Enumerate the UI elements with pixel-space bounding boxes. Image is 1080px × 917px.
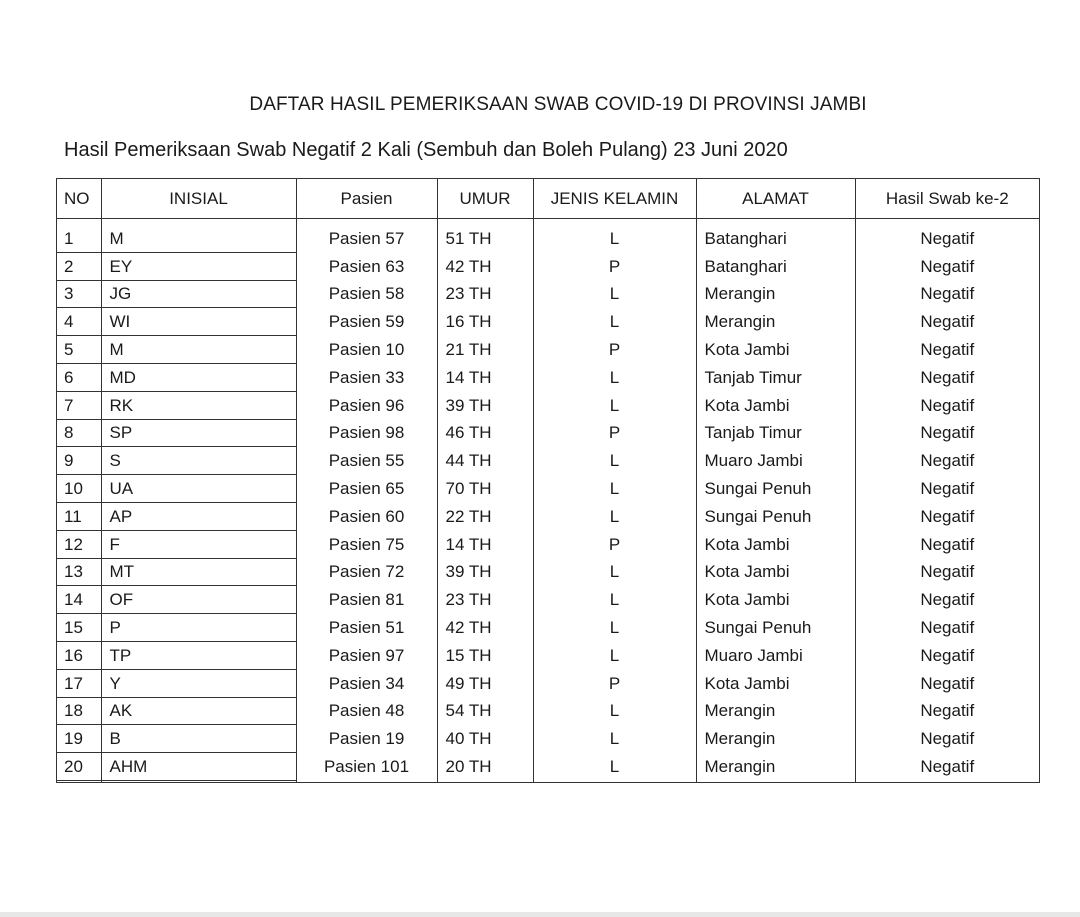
- cell-alamat: Kota Jambi: [696, 558, 855, 586]
- cell-jenis-kelamin: P: [533, 252, 696, 280]
- cell-alamat: Sungai Penuh: [696, 614, 855, 642]
- table-row: [57, 669, 1039, 697]
- cell-jenis-kelamin: L: [533, 697, 696, 725]
- cell-umur: 51 TH: [437, 225, 533, 252]
- cell-pasien: Pasien 19: [296, 725, 437, 753]
- cell-umur: 23 TH: [437, 586, 533, 614]
- cell-no: 4: [57, 308, 101, 336]
- cell-no: 1: [57, 225, 101, 252]
- cell-hasil-swab: Negatif: [855, 697, 1039, 725]
- cell-hasil-swab: Negatif: [855, 336, 1039, 364]
- cell-hasil-swab: Negatif: [855, 725, 1039, 753]
- cell-inisial: Y: [101, 669, 296, 697]
- cell-umur: 39 TH: [437, 558, 533, 586]
- cell-jenis-kelamin: L: [533, 641, 696, 669]
- table-row: [57, 530, 1039, 558]
- cell-pasien: Pasien 34: [296, 669, 437, 697]
- cell-jenis-kelamin: L: [533, 280, 696, 308]
- cell-inisial: AHM: [101, 753, 296, 781]
- cell-inisial: F: [101, 530, 296, 558]
- document-subtitle: Hasil Pemeriksaan Swab Negatif 2 Kali (Sembuh dan Boleh Pulang) 23 Juni 2020: [64, 139, 788, 161]
- cell-pasien: Pasien 63: [296, 252, 437, 280]
- cell-jenis-kelamin: L: [533, 558, 696, 586]
- cell-umur: 70 TH: [437, 475, 533, 503]
- cell-jenis-kelamin: L: [533, 475, 696, 503]
- cell-pasien: Pasien 33: [296, 363, 437, 391]
- cell-inisial: UA: [101, 475, 296, 503]
- cell-hasil-swab: Negatif: [855, 308, 1039, 336]
- cell-inisial: AP: [101, 502, 296, 530]
- cell-inisial: EY: [101, 252, 296, 280]
- cell-hasil-swab: Negatif: [855, 447, 1039, 475]
- cell-jenis-kelamin: P: [533, 419, 696, 447]
- table-row: [57, 725, 1039, 753]
- table-row: [57, 225, 1039, 252]
- cell-inisial: OF: [101, 586, 296, 614]
- results-table: [57, 179, 1039, 782]
- cell-jenis-kelamin: L: [533, 753, 696, 781]
- cell-no: 10: [57, 475, 101, 503]
- cell-alamat: Sungai Penuh: [696, 502, 855, 530]
- cell-alamat: Batanghari: [696, 225, 855, 252]
- cell-no: 8: [57, 419, 101, 447]
- table-row: [57, 308, 1039, 336]
- cell-pasien: Pasien 60: [296, 502, 437, 530]
- cell-alamat: Kota Jambi: [696, 586, 855, 614]
- cell-alamat: Merangin: [696, 697, 855, 725]
- cell-umur: 14 TH: [437, 530, 533, 558]
- cell-alamat: Merangin: [696, 725, 855, 753]
- cell-alamat: Tanjab Timur: [696, 363, 855, 391]
- cell-hasil-swab: Negatif: [855, 502, 1039, 530]
- document-title: DAFTAR HASIL PEMERIKSAAN SWAB COVID-19 DI PROVINSI JAMBI: [249, 94, 867, 115]
- table-row: [57, 252, 1039, 280]
- cell-no: 20: [57, 753, 101, 781]
- cell-umur: 14 TH: [437, 363, 533, 391]
- cell-umur: 23 TH: [437, 280, 533, 308]
- cell-umur: 44 TH: [437, 447, 533, 475]
- cell-umur: 21 TH: [437, 336, 533, 364]
- cell-pasien: Pasien 59: [296, 308, 437, 336]
- table-row: [57, 614, 1039, 642]
- cell-alamat: Muaro Jambi: [696, 641, 855, 669]
- table-row: [57, 641, 1039, 669]
- cell-jenis-kelamin: L: [533, 363, 696, 391]
- cell-hasil-swab: Negatif: [855, 614, 1039, 642]
- cell-no: 6: [57, 363, 101, 391]
- cell-no: 3: [57, 280, 101, 308]
- cell-inisial: WI: [101, 308, 296, 336]
- table-filler-row: [57, 780, 1039, 782]
- cell-hasil-swab: Negatif: [855, 641, 1039, 669]
- cell-hasil-swab: Negatif: [855, 225, 1039, 252]
- table-row: [57, 475, 1039, 503]
- cell-pasien: Pasien 55: [296, 447, 437, 475]
- cell-hasil-swab: Negatif: [855, 363, 1039, 391]
- header-inisial: INISIAL: [101, 179, 296, 219]
- cell-inisial: M: [101, 336, 296, 364]
- cell-hasil-swab: Negatif: [855, 753, 1039, 781]
- cell-alamat: Kota Jambi: [696, 391, 855, 419]
- cell-inisial: M: [101, 225, 296, 252]
- table-row: [57, 363, 1039, 391]
- header-umur: UMUR: [437, 179, 533, 219]
- cell-inisial: SP: [101, 419, 296, 447]
- cell-pasien: Pasien 101: [296, 753, 437, 781]
- cell-pasien: Pasien 65: [296, 475, 437, 503]
- cell-alamat: Kota Jambi: [696, 669, 855, 697]
- cell-inisial: AK: [101, 697, 296, 725]
- cell-jenis-kelamin: P: [533, 669, 696, 697]
- header-hasil-swab: Hasil Swab ke-2: [855, 179, 1039, 219]
- cell-inisial: MT: [101, 558, 296, 586]
- cell-hasil-swab: Negatif: [855, 391, 1039, 419]
- cell-umur: 40 TH: [437, 725, 533, 753]
- cell-inisial: P: [101, 614, 296, 642]
- cell-pasien: Pasien 97: [296, 641, 437, 669]
- cell-jenis-kelamin: L: [533, 586, 696, 614]
- cell-inisial: MD: [101, 363, 296, 391]
- cell-umur: 22 TH: [437, 502, 533, 530]
- cell-umur: 42 TH: [437, 252, 533, 280]
- cell-alamat: Merangin: [696, 280, 855, 308]
- table-row: [57, 280, 1039, 308]
- cell-jenis-kelamin: L: [533, 308, 696, 336]
- results-table-frame: [56, 178, 1040, 783]
- cell-alamat: Muaro Jambi: [696, 447, 855, 475]
- cell-inisial: B: [101, 725, 296, 753]
- cell-jenis-kelamin: P: [533, 336, 696, 364]
- cell-pasien: Pasien 51: [296, 614, 437, 642]
- cell-pasien: Pasien 48: [296, 697, 437, 725]
- cell-no: 15: [57, 614, 101, 642]
- cell-pasien: Pasien 58: [296, 280, 437, 308]
- table-row: [57, 753, 1039, 781]
- cell-pasien: Pasien 57: [296, 225, 437, 252]
- cell-inisial: JG: [101, 280, 296, 308]
- cell-no: 19: [57, 725, 101, 753]
- header-alamat: ALAMAT: [696, 179, 855, 219]
- cell-no: 13: [57, 558, 101, 586]
- table-row: [57, 391, 1039, 419]
- cell-alamat: Merangin: [696, 308, 855, 336]
- cell-pasien: Pasien 75: [296, 530, 437, 558]
- table-row: [57, 502, 1039, 530]
- cell-pasien: Pasien 96: [296, 391, 437, 419]
- header-pasien: Pasien: [296, 179, 437, 219]
- cell-umur: 15 TH: [437, 641, 533, 669]
- cell-umur: 49 TH: [437, 669, 533, 697]
- cell-jenis-kelamin: L: [533, 391, 696, 419]
- cell-no: 5: [57, 336, 101, 364]
- table-row: [57, 336, 1039, 364]
- cell-umur: 46 TH: [437, 419, 533, 447]
- header-jenis-kelamin: JENIS KELAMIN: [533, 179, 696, 219]
- cell-jenis-kelamin: P: [533, 530, 696, 558]
- cell-no: 12: [57, 530, 101, 558]
- cell-hasil-swab: Negatif: [855, 586, 1039, 614]
- cell-hasil-swab: Negatif: [855, 530, 1039, 558]
- cell-hasil-swab: Negatif: [855, 252, 1039, 280]
- cell-jenis-kelamin: L: [533, 502, 696, 530]
- cell-jenis-kelamin: L: [533, 447, 696, 475]
- cell-jenis-kelamin: L: [533, 725, 696, 753]
- cell-pasien: Pasien 98: [296, 419, 437, 447]
- cell-alamat: Sungai Penuh: [696, 475, 855, 503]
- table-body: [57, 219, 1039, 783]
- cell-umur: 42 TH: [437, 614, 533, 642]
- cell-no: 16: [57, 641, 101, 669]
- cell-no: 14: [57, 586, 101, 614]
- cell-inisial: TP: [101, 641, 296, 669]
- cell-umur: 20 TH: [437, 753, 533, 781]
- cell-jenis-kelamin: L: [533, 614, 696, 642]
- cell-hasil-swab: Negatif: [855, 669, 1039, 697]
- cell-alamat: Kota Jambi: [696, 530, 855, 558]
- header-no: NO: [57, 179, 101, 219]
- cell-no: 18: [57, 697, 101, 725]
- cell-inisial: S: [101, 447, 296, 475]
- table-row: [57, 586, 1039, 614]
- cell-alamat: Kota Jambi: [696, 336, 855, 364]
- table-header-row: [57, 179, 1039, 219]
- table-row: [57, 447, 1039, 475]
- cell-no: 9: [57, 447, 101, 475]
- cell-no: 17: [57, 669, 101, 697]
- cell-jenis-kelamin: L: [533, 225, 696, 252]
- cell-hasil-swab: Negatif: [855, 558, 1039, 586]
- cell-hasil-swab: Negatif: [855, 419, 1039, 447]
- cell-umur: 54 TH: [437, 697, 533, 725]
- page-bottom-edge: [0, 912, 1080, 917]
- cell-umur: 16 TH: [437, 308, 533, 336]
- cell-alamat: Tanjab Timur: [696, 419, 855, 447]
- cell-hasil-swab: Negatif: [855, 475, 1039, 503]
- cell-alamat: Merangin: [696, 753, 855, 781]
- cell-pasien: Pasien 10: [296, 336, 437, 364]
- table-row: [57, 558, 1039, 586]
- cell-pasien: Pasien 81: [296, 586, 437, 614]
- cell-umur: 39 TH: [437, 391, 533, 419]
- cell-no: 11: [57, 502, 101, 530]
- cell-hasil-swab: Negatif: [855, 280, 1039, 308]
- cell-no: 7: [57, 391, 101, 419]
- table-row: [57, 419, 1039, 447]
- table-row: [57, 697, 1039, 725]
- cell-inisial: RK: [101, 391, 296, 419]
- cell-alamat: Batanghari: [696, 252, 855, 280]
- cell-pasien: Pasien 72: [296, 558, 437, 586]
- cell-no: 2: [57, 252, 101, 280]
